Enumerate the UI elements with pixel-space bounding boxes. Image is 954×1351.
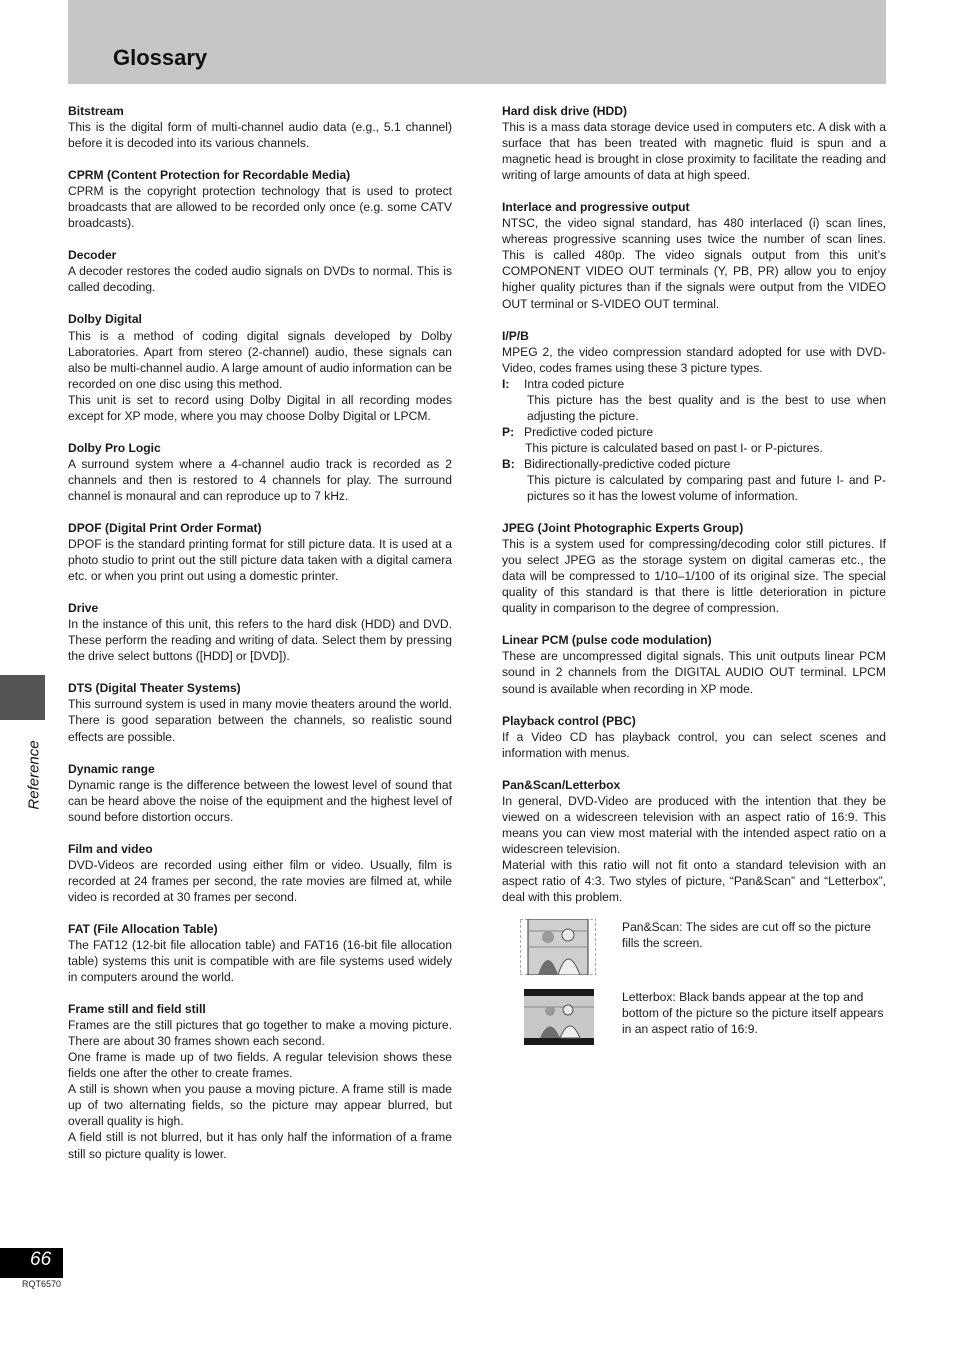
glossary-entry	[502, 520, 886, 616]
glossary-term: Linear PCM (pulse code modulation)	[502, 633, 712, 648]
ipb-item-b	[502, 456, 886, 504]
glossary-paragraph: MPEG 2, the video compression standard adopted for use with DVD-Video, codes frames using these 3 picture types.	[502, 344, 886, 375]
glossary-term: Dolby Pro Logic	[68, 440, 161, 455]
ipb-item-i	[502, 376, 886, 424]
panscan-text: The sides are cut off so the picture fills the screen.	[622, 920, 871, 951]
glossary-paragraph: Dynamic range is the difference between the lowest level of sound that can be heard above the noise of the equipment and the highest level of sound before distortion occurs.	[68, 777, 452, 824]
glossary-term: Dynamic range	[68, 761, 155, 776]
glossary-paragraph: CPRM is the copyright protection technology that is used to protect broadcasts that are allowed to be recorded only once (e.g. some CATV broadcasts).	[68, 184, 452, 231]
panscan-label: Pan&Scan:	[622, 920, 683, 935]
glossary-entry-ipb	[502, 328, 886, 505]
glossary-paragraph: This unit is set to record using Dolby Digital in all recording modes except for XP mode, where you may choose Dolby Digital or LPCM.	[68, 392, 452, 423]
glossary-paragraph: In the instance of this unit, this refers to the hard disk (HDD) and DVD. These perform the reading and writing of data. Select them by pressing the drive select buttons ([HDD] or [DVD]).	[68, 617, 452, 664]
glossary-paragraph: DPOF is the standard printing format for still picture data. It is used at a photo studio to print out the still picture data taken with a digital camera etc. or when you print out using a domestic printer.	[68, 537, 452, 584]
ipb-letter: P:	[502, 424, 515, 439]
glossary-term: Decoder	[68, 248, 117, 263]
ipb-desc: This picture is calculated based on past I- or P-pictures.	[525, 440, 823, 455]
panscan-illustration	[520, 919, 596, 975]
ipb-desc: This picture has the best quality and is the best to use when adjusting the picture.	[527, 392, 886, 423]
glossary-entry	[68, 311, 452, 423]
glossary-paragraph: A still is shown when you pause a moving picture. A frame still is made up of two alternating fields, so the picture may appear blurred, but overall quality is high.	[68, 1082, 452, 1129]
glossary-entry	[502, 777, 886, 905]
ipb-item-p	[502, 424, 886, 456]
letterbox-illustration	[520, 989, 596, 1045]
panscan-figure	[502, 919, 886, 975]
ipb-letter: I:	[502, 376, 510, 391]
panscan-caption	[622, 919, 886, 975]
glossary-term: Drive	[68, 601, 99, 616]
letterbox-text: Black bands appear at the top and bottom of the picture so the picture itself appears in an aspect ratio of 16:9.	[622, 990, 884, 1037]
glossary-term: DPOF (Digital Print Order Format)	[68, 520, 262, 535]
glossary-term: Interlace and progressive output	[502, 200, 690, 215]
glossary-paragraph: Material with this ratio will not fit onto a standard television with an aspect ratio of 4:3. Two styles of picture, “Pan&Scan” and “Letterbox”, deal with this problem.	[502, 857, 886, 905]
document-code: RQT6570	[22, 1279, 62, 1289]
glossary-term: Hard disk drive (HDD)	[502, 104, 627, 118]
ipb-title: Bidirectionally-predictive coded picture	[524, 456, 731, 471]
glossary-paragraph: NTSC, the video signal standard, has 480 interlaced (i) scan lines, whereas progressive scanning uses twice the number of scan lines. This is called 480p. The video signals output from this unit’s COMPONENT VIDEO OUT terminals (Y, PB, PR) allow you to enjoy higher quality pictures than if the signals were output from the VIDEO OUT terminal or S-VIDEO OUT terminal.	[502, 216, 886, 311]
glossary-entry	[68, 440, 452, 504]
glossary-entry	[68, 103, 452, 151]
ipb-desc: This picture is calculated by comparing past and future I- and P-pictures so it has the lowest volume of information.	[527, 472, 886, 504]
right-entries-bottom	[502, 520, 886, 905]
ipb-title: Intra coded picture	[524, 376, 625, 391]
glossary-entry	[68, 921, 452, 985]
glossary-paragraph: This is a system used for compressing/decoding color still pictures. If you select JPEG as the storage system on digital cameras etc., the data will be compressed to 1/10–1/100 of its original size. The special quality of this standard is that there is little deterioration in picture quality in comparison to the degree of compression.	[502, 537, 886, 616]
glossary-paragraph: This is a mass data storage device used in computers etc. A disk with a surface that has been treated with magnetic fluid is spun and a magnetic head is brought in close proximity to facilitate the reading and writing of large amounts of data at high speed.	[502, 120, 886, 183]
glossary-term: Frame still and field still	[68, 1002, 206, 1017]
glossary-paragraph: This is a method of coding digital signals developed by Dolby Laboratories. Apart from stereo (2-channel) audio, these signals can also be multi-channel audio. A large amount of audio information can be recorded on one disc using this method.	[68, 328, 452, 391]
glossary-entry	[68, 841, 452, 905]
glossary-term: I/P/B	[502, 328, 529, 343]
glossary-entry	[68, 761, 452, 825]
glossary-term: JPEG (Joint Photographic Experts Group)	[502, 521, 744, 536]
glossary-paragraph: A field still is not blurred, but it has only half the information of a frame still so picture quality is lower.	[68, 1130, 452, 1161]
glossary-entry	[502, 199, 886, 311]
section-tab-label: Reference	[25, 740, 43, 810]
letterbox-figure	[502, 989, 886, 1045]
page-number: 66	[30, 1249, 52, 1270]
glossary-entry	[68, 1001, 452, 1161]
section-tab-block	[0, 675, 45, 720]
glossary-term: CPRM (Content Protection for Recordable Media)	[68, 168, 351, 183]
header-band	[68, 0, 886, 84]
glossary-term: DTS (Digital Theater Systems)	[68, 681, 241, 696]
glossary-term: Pan&Scan/Letterbox	[502, 777, 621, 792]
glossary-entry	[68, 520, 452, 584]
letterbox-caption	[622, 989, 886, 1045]
glossary-paragraph: If a Video CD has playback control, you can select scenes and information with menus.	[502, 729, 886, 760]
glossary-term: Film and video	[68, 841, 153, 856]
glossary-paragraph: The FAT12 (12-bit file allocation table) and FAT16 (16-bit file allocation table) systems this unit is compatible with are file systems used widely in computers around the world.	[68, 937, 452, 985]
glossary-entry	[68, 600, 452, 664]
page-title: Glossary	[113, 45, 208, 70]
glossary-term: FAT (File Allocation Table)	[68, 921, 218, 936]
glossary-paragraph: One frame is made up of two fields. A regular television shows these fields one after the other to create frames.	[68, 1050, 452, 1081]
glossary-paragraph: A surround system where a 4-channel audio track is recorded as 2 channels and then is restored to 4 channels for play. The surround channel is monaural and can reproduce up to 7 kHz.	[68, 456, 452, 503]
glossary-entry	[502, 632, 886, 696]
ipb-letter: B:	[502, 456, 515, 471]
glossary-paragraph: This is the digital form of multi-channel audio data (e.g., 5.1 channel) before it is decoded into its various channels.	[68, 120, 452, 151]
glossary-paragraph: In general, DVD-Video are produced with the intention that they be viewed on a widescreen television with an aspect ratio of 16:9. This means you can view most material with the intended aspect ratio on a widescreen television.	[502, 793, 886, 856]
glossary-entry	[68, 680, 452, 744]
glossary-paragraph: This surround system is used in many movie theaters around the world. There is good separation between the channels, so realistic sound effects are possible.	[68, 697, 452, 744]
right-column	[502, 103, 886, 1059]
glossary-term: Playback control (PBC)	[502, 713, 636, 728]
glossary-paragraph: A decoder restores the coded audio signals on DVDs to normal. This is called decoding.	[68, 264, 452, 295]
glossary-paragraph: Frames are the still pictures that go together to make a moving picture. There are about 30 frames shown each second.	[68, 1018, 452, 1049]
right-entries-top	[502, 103, 886, 312]
glossary-entry	[68, 247, 452, 295]
glossary-term: Bitstream	[68, 104, 124, 118]
glossary-paragraph: DVD-Videos are recorded using either film or video. Usually, film is recorded at 24 frames per second, the rate movies are filmed at, while video is recorded at 30 frames per second.	[68, 857, 452, 904]
glossary-paragraph: These are uncompressed digital signals. This unit outputs linear PCM sound in 2 channels from the DIGITAL AUDIO OUT terminal. LPCM sound is available when recording in XP mode.	[502, 649, 886, 696]
glossary-entry	[68, 167, 452, 231]
letterbox-label: Letterbox:	[622, 990, 676, 1005]
left-column	[68, 103, 452, 1178]
glossary-term: Dolby Digital	[68, 312, 142, 327]
glossary-entry	[502, 713, 886, 761]
glossary-entry	[502, 103, 886, 183]
ipb-title: Predictive coded picture	[524, 424, 654, 439]
